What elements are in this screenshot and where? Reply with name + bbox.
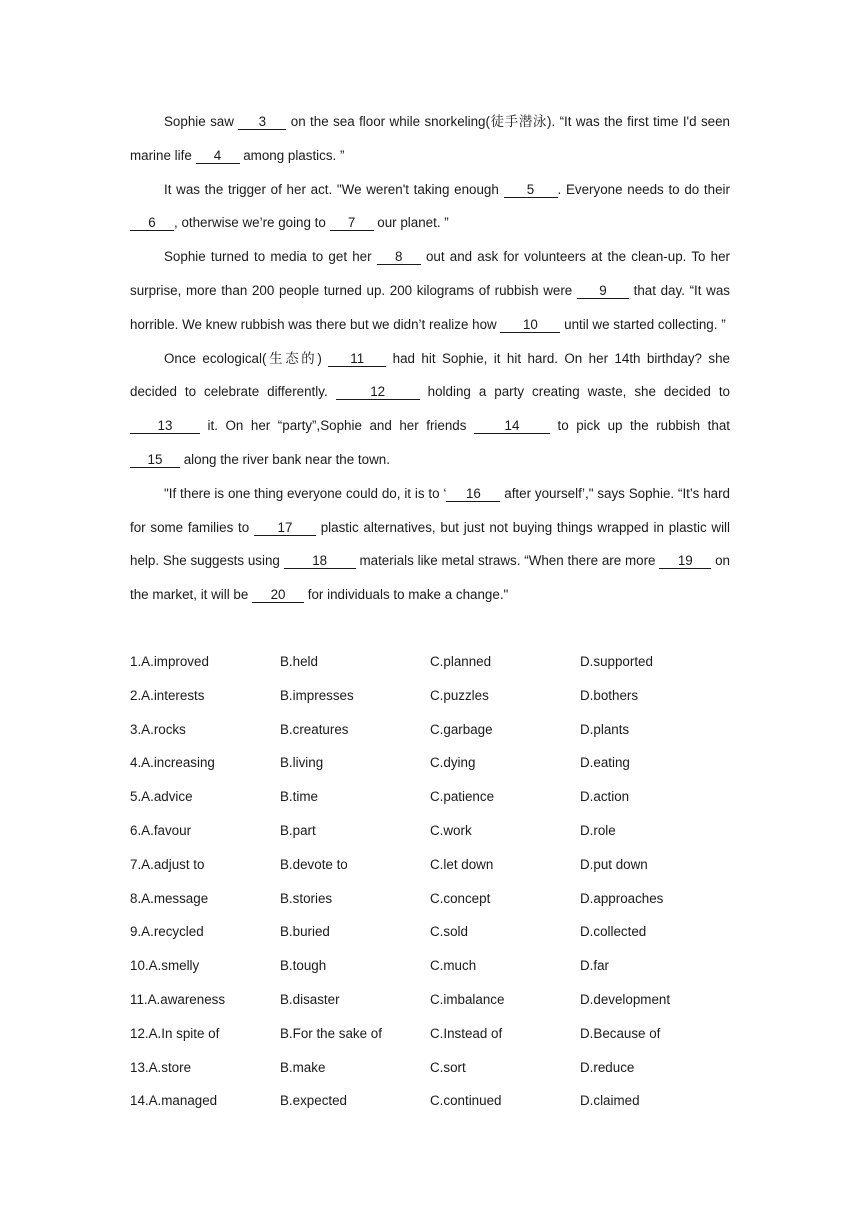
- option-d: D.role: [580, 822, 616, 838]
- option-row: [130, 915, 730, 949]
- text: Once ecological(生态的): [164, 350, 329, 366]
- option-c: C.work: [430, 822, 472, 838]
- paragraph-4: [130, 342, 730, 477]
- blank-10: 10: [500, 317, 560, 333]
- option-b: B.impresses: [280, 687, 354, 703]
- option-row: [130, 746, 730, 780]
- option-b: B.disaster: [280, 991, 340, 1007]
- option-d: D.far: [580, 958, 610, 974]
- option-c: C.patience: [430, 789, 495, 805]
- option-d: D.supported: [580, 654, 653, 669]
- option-row: [130, 1084, 730, 1118]
- option-a: 3.A.rocks: [130, 721, 186, 737]
- option-b: B.expected: [280, 1093, 347, 1109]
- option-d: D.collected: [580, 924, 647, 940]
- text: had hit Sophie, it hit hard. On her 14th birthday? she decided to celebrate differently.: [130, 350, 731, 400]
- option-d: D.approaches: [580, 890, 664, 906]
- text: our planet. ”: [373, 215, 449, 231]
- text: out and ask for volunteers at the clean-up. To her surprise, more than 200 people turned up. 200 kilograms of rubbish were: [130, 249, 731, 298]
- text: after yourself’," says Sophie. “It’s hard for some families to: [130, 485, 730, 535]
- text: , otherwise we’re going to: [174, 215, 330, 231]
- option-b: B.buried: [280, 924, 330, 940]
- option-c: C.continued: [430, 1093, 502, 1109]
- option-d: D.development: [580, 991, 671, 1007]
- option-b: B.living: [280, 755, 324, 771]
- text: until we started collecting. ”: [560, 316, 726, 332]
- text: plastic alternatives, but just not buying things wrapped in plastic will help. She suggests using: [130, 519, 730, 569]
- option-a: 5.A.advice: [130, 789, 193, 805]
- text: holding a party creating waste, she decided to: [419, 384, 730, 400]
- option-c: C.sold: [430, 924, 468, 940]
- option-c: C.dying: [430, 755, 476, 771]
- option-c: C.imbalance: [430, 991, 505, 1007]
- option-b: B.stories: [280, 890, 333, 906]
- paragraph-5: [130, 477, 730, 612]
- option-row: [130, 882, 730, 916]
- blank-3: 3: [238, 114, 286, 130]
- blank-17: 17: [254, 520, 316, 536]
- text: it. On her “party”,Sophie and her friends: [200, 418, 474, 434]
- option-row: [130, 949, 730, 983]
- option-b: B.devote to: [280, 856, 348, 872]
- blank-8: 8: [377, 249, 421, 265]
- blank-16: 16: [446, 486, 500, 502]
- option-b: B.held: [280, 654, 318, 669]
- option-a: 13.A.store: [130, 1059, 192, 1075]
- option-a: 11.A.awareness: [130, 991, 226, 1007]
- blank-7: 7: [330, 215, 374, 231]
- cloze-passage: [130, 105, 730, 612]
- option-c: C.Instead of: [430, 1025, 503, 1041]
- blank-6: 6: [130, 215, 174, 231]
- option-b: B.creatures: [280, 721, 349, 737]
- blank-15: 15: [130, 452, 180, 468]
- option-a: 14.A.managed: [130, 1093, 218, 1109]
- option-a: 10.A.smelly: [130, 958, 200, 974]
- option-a: 8.A.message: [130, 890, 209, 906]
- blank-12: 12: [336, 384, 420, 400]
- option-a: 1.A.improved: [130, 654, 209, 669]
- blank-19: 19: [659, 553, 711, 569]
- text: "If there is one thing everyone could do, it is to ‘: [164, 485, 447, 501]
- text: materials like metal straws. “When there are more: [355, 553, 660, 569]
- option-row: [130, 679, 730, 713]
- option-a: 2.A.interests: [130, 687, 205, 703]
- option-d: D.claimed: [580, 1093, 640, 1109]
- blank-5: 5: [504, 182, 558, 198]
- text: It was the trigger of her act. "We weren't taking enough: [164, 181, 504, 197]
- option-c: C.sort: [430, 1059, 466, 1075]
- blank-11: 11: [328, 351, 386, 367]
- option-c: C.much: [430, 958, 477, 974]
- blank-18: 18: [284, 553, 356, 569]
- option-c: C.puzzles: [430, 687, 489, 703]
- option-d: D.reduce: [580, 1059, 635, 1075]
- options-list: [130, 645, 730, 1118]
- text: along the river bank near the town.: [180, 451, 390, 467]
- text: that day. “It was horrible. We knew rubbish was there but we didn’t realize how: [130, 282, 730, 332]
- blank-14: 14: [474, 418, 550, 434]
- text: on the market, it will be: [130, 553, 730, 603]
- option-b: B.tough: [280, 958, 327, 974]
- option-d: D.action: [580, 789, 630, 805]
- paragraph-3: [130, 240, 730, 341]
- option-b: B.For the sake of: [280, 1025, 382, 1041]
- option-row: [130, 814, 730, 848]
- option-d: D.eating: [580, 755, 630, 771]
- option-b: B.time: [280, 789, 318, 805]
- option-c: C.let down: [430, 856, 494, 872]
- option-a: 9.A.recycled: [130, 924, 204, 940]
- blank-20: 20: [252, 587, 304, 603]
- text: Sophie saw: [164, 114, 239, 129]
- blank-13: 13: [130, 418, 200, 434]
- option-row: [130, 645, 730, 679]
- text: Sophie turned to media to get her: [164, 249, 377, 265]
- option-c: C.garbage: [430, 721, 493, 737]
- option-a: 7.A.adjust to: [130, 856, 205, 872]
- paragraph-1: [130, 105, 730, 173]
- option-d: D.bothers: [580, 687, 639, 703]
- option-b: B.make: [280, 1059, 326, 1075]
- text: for individuals to make a change.": [304, 587, 509, 603]
- text: to pick up the rubbish that: [549, 418, 730, 434]
- option-a: 12.A.In spite of: [130, 1025, 220, 1041]
- blank-9: 9: [577, 283, 629, 299]
- option-b: B.part: [280, 822, 316, 838]
- option-a: 4.A.increasing: [130, 755, 215, 771]
- option-row: [130, 1051, 730, 1085]
- option-row: [130, 983, 730, 1017]
- option-d: D.put down: [580, 856, 648, 872]
- option-row: [130, 780, 730, 814]
- option-d: D.Because of: [580, 1025, 661, 1041]
- text: on the sea floor while snorkeling(徒手潜泳). “It was the first time I'd seen marine life: [130, 114, 730, 163]
- option-c: C.concept: [430, 890, 491, 906]
- text: . Everyone needs to do their: [557, 181, 730, 197]
- text: among plastics. ”: [239, 147, 345, 163]
- blank-4: 4: [196, 148, 240, 164]
- option-row: [130, 1017, 730, 1051]
- paragraph-2: [130, 173, 730, 241]
- option-c: C.planned: [430, 654, 492, 669]
- option-d: D.plants: [580, 721, 630, 737]
- option-row: [130, 848, 730, 882]
- option-a: 6.A.favour: [130, 822, 192, 838]
- option-row: [130, 713, 730, 747]
